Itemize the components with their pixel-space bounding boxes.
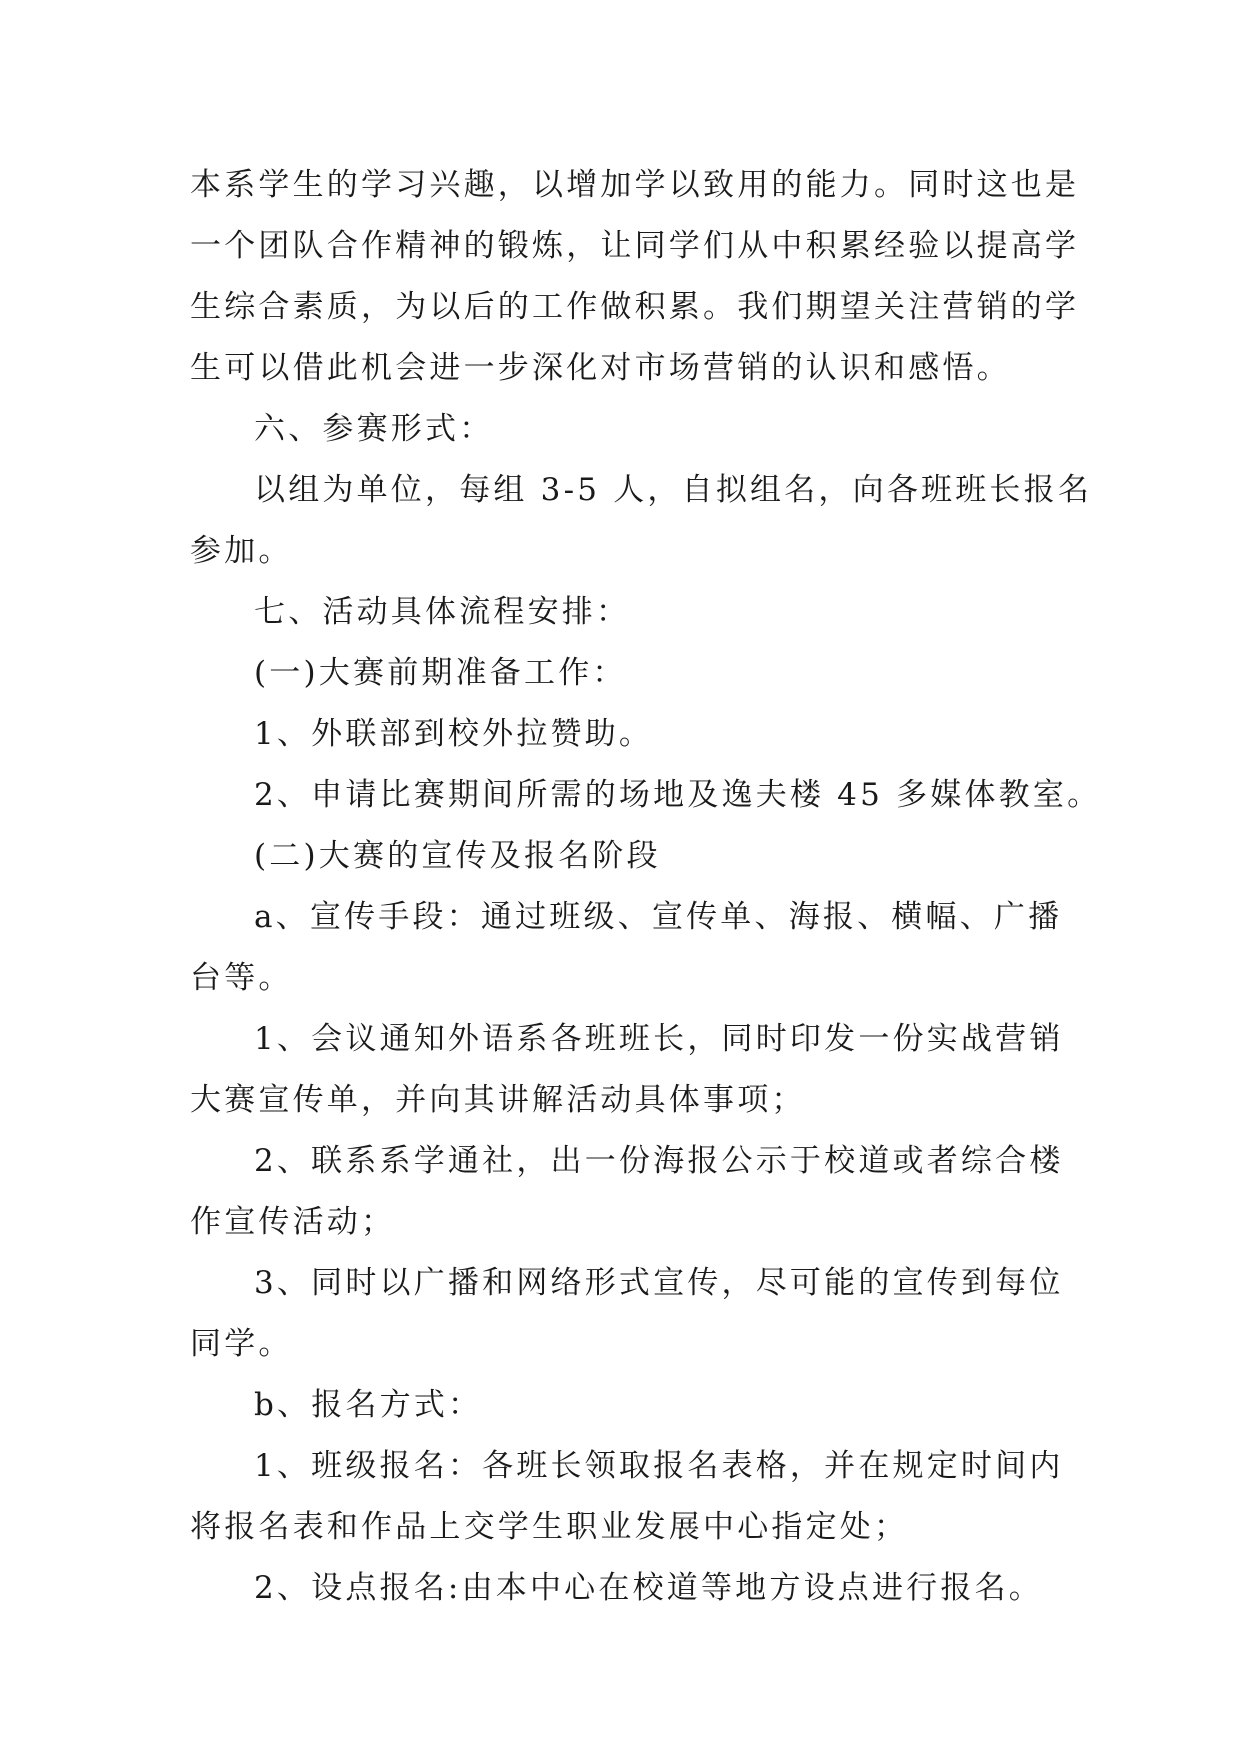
text-line: 以组为单位，每组 3-5 人，自拟组名，向各班班长报名 bbox=[254, 472, 1093, 508]
section-heading: 六、参赛形式： bbox=[254, 411, 494, 447]
section-heading: 七、活动具体流程安排： bbox=[254, 594, 631, 630]
text-line: 将报名表和作品上交学生职业发展中心指定处； bbox=[190, 1509, 909, 1545]
text-line: 本系学生的学习兴趣，以增加学以致用的能力。同时这也是 bbox=[190, 167, 1080, 203]
list-item: 2、联系系学通社，出一份海报公示于校道或者综合楼 bbox=[254, 1143, 1064, 1179]
text-line: 一个团队合作精神的锻炼，让同学们从中积累经验以提高学 bbox=[190, 228, 1080, 264]
subsection-heading: (一)大赛前期准备工作： bbox=[254, 655, 627, 691]
list-item: 2、设点报名:由本中心在校道等地方设点进行报名。 bbox=[254, 1570, 1043, 1606]
text-line: 同学。 bbox=[190, 1326, 293, 1362]
list-item: 3、同时以广播和网络形式宣传，尽可能的宣传到每位 bbox=[254, 1265, 1064, 1301]
text-line: 生综合素质，为以后的工作做积累。我们期望关注营销的学 bbox=[190, 289, 1080, 325]
text-line: 台等。 bbox=[190, 960, 293, 996]
text-line: 参加。 bbox=[190, 533, 293, 569]
text-line: 生可以借此机会进一步深化对市场营销的认识和感悟。 bbox=[190, 350, 1011, 386]
subsection-heading: (二)大赛的宣传及报名阶段 bbox=[254, 838, 661, 874]
list-item: b、报名方式： bbox=[254, 1387, 483, 1423]
list-item: 1、会议通知外语系各班班长，同时印发一份实战营销 bbox=[254, 1021, 1064, 1057]
text-line: 大赛宣传单，并向其讲解活动具体事项； bbox=[190, 1082, 806, 1118]
list-item: 1、外联部到校外拉赞助。 bbox=[254, 716, 654, 752]
list-item: a、宣传手段：通过班级、宣传单、海报、横幅、广播 bbox=[254, 899, 1063, 935]
list-item: 2、申请比赛期间所需的场地及逸夫楼 45 多媒体教室。 bbox=[254, 777, 1102, 813]
text-line: 作宣传活动； bbox=[190, 1204, 396, 1240]
list-item: 1、班级报名：各班长领取报名表格，并在规定时间内 bbox=[254, 1448, 1064, 1484]
